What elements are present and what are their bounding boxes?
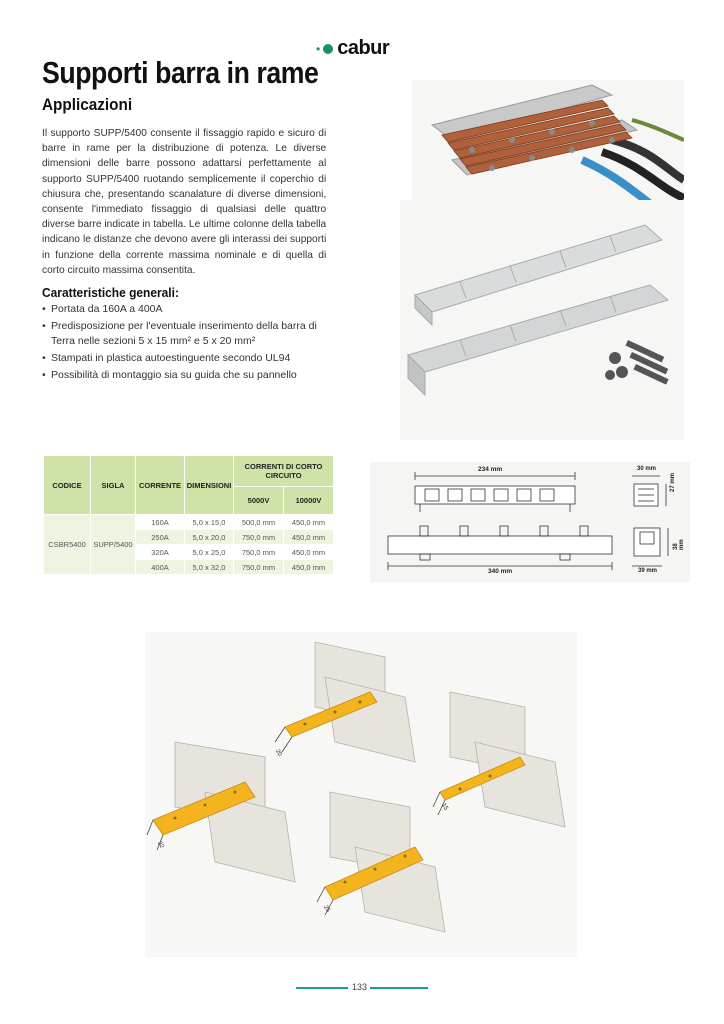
dim-side-width-top: 30 mm xyxy=(637,466,657,472)
col-header-5000v: 5000V xyxy=(234,487,283,514)
dim-side-height-bottom: 38 mm xyxy=(673,539,685,550)
feature-item: • Possibilità di montaggio sia su guida che su pannello xyxy=(42,368,342,383)
col-header-sigla: SIGLA xyxy=(91,456,135,514)
cell-dimensioni: 5,0 x 15,0 xyxy=(185,515,233,529)
col-header-10000v: 10000V xyxy=(284,487,333,514)
brand-name: cabur xyxy=(337,37,390,59)
cell-corrente: 250A xyxy=(136,530,184,544)
cell-10000v: 450,0 mm xyxy=(284,545,333,559)
dim-bottom-length: 340 mm xyxy=(488,568,513,575)
spec-table xyxy=(43,455,334,575)
dim-side-width-bottom: 39 mm xyxy=(638,568,658,574)
page-footer xyxy=(296,982,428,994)
cell-5000v: 750,0 mm xyxy=(234,530,283,544)
cell-dimensioni: 5,0 x 32,0 xyxy=(185,560,233,574)
feature-item: • Stampati in plastica autoestinguente secondo UL94 xyxy=(42,351,342,366)
bar-label-20: 20 xyxy=(274,748,283,758)
section-subtitle: Applicazioni xyxy=(42,95,133,114)
cell-dimensioni: 5,0 x 25,0 xyxy=(185,545,233,559)
footer-line-left xyxy=(296,987,348,989)
footer-line-right xyxy=(370,987,428,989)
feature-item: • Predisposizione per l'eventuale inserimento della barra di Terra nelle sezioni 5 x 15 mm² e 5 x 20 mm² xyxy=(42,319,342,349)
bar-label-15: 15 xyxy=(440,802,449,812)
cell-5000v: 500,0 mm xyxy=(234,515,283,529)
page-title: Supporti barra in rame xyxy=(42,55,319,90)
logo-mark-icon xyxy=(323,44,333,54)
cabur-logo xyxy=(316,37,389,60)
features-title: Caratteristiche generali: xyxy=(42,285,179,300)
features-list xyxy=(42,302,342,385)
col-header-corto-circuito: CORRENTI DI CORTO CIRCUITO xyxy=(234,456,333,486)
cell-corrente: 320A xyxy=(136,545,184,559)
bar-label-25: 25 xyxy=(322,904,331,914)
technical-drawing xyxy=(370,462,690,582)
bar-label-32: 32 xyxy=(156,840,165,850)
cell-corrente: 400A xyxy=(136,560,184,574)
col-header-codice: CODICE xyxy=(44,456,90,514)
col-header-dimensioni: DIMENSIONI xyxy=(185,456,233,514)
logo-dots-icon: • xyxy=(316,41,320,56)
bars-assembly-illustration xyxy=(145,632,577,957)
cell-corrente: 160A xyxy=(136,515,184,529)
intro-paragraph: Il supporto SUPP/5400 consente il fissaggio rapido e sicuro di barre in rame per la distribuzione di potenza. Le diverse dimensioni delle barre possono adattarsi perfettamente al supporto SUPP/5400 ruotando semplicemente il coperchio di chiusura che, presentando scanalature di diverse dimensioni, consente l'immediato fissaggio di qualsiasi delle quattro diverse barre indicate in tabella. Le ultime colonne della tabella indicano le distanze che devono avere gli interassi dei supporti in funzione della corrente massima nominale e di quella di corto circuito massima consentita. xyxy=(42,127,327,276)
table-row xyxy=(44,515,333,529)
cell-codice: CSBR5400 xyxy=(44,515,90,574)
support-covers-photo xyxy=(400,200,684,440)
cell-sigla: SUPP/5400 xyxy=(91,515,135,574)
cell-dimensioni: 5,0 x 20,0 xyxy=(185,530,233,544)
col-header-corrente: CORRENTE xyxy=(136,456,184,514)
page-number: 133 xyxy=(352,982,368,992)
feature-item: • Portata da 160A a 400A xyxy=(42,302,342,317)
dim-top-length: 234 mm xyxy=(478,466,503,473)
cell-10000v: 450,0 mm xyxy=(284,560,333,574)
cell-5000v: 750,0 mm xyxy=(234,545,283,559)
cell-5000v: 750,0 mm xyxy=(234,560,283,574)
dim-side-height-top: 27 mm xyxy=(670,472,676,492)
cell-10000v: 450,0 mm xyxy=(284,530,333,544)
cell-10000v: 450,0 mm xyxy=(284,515,333,529)
